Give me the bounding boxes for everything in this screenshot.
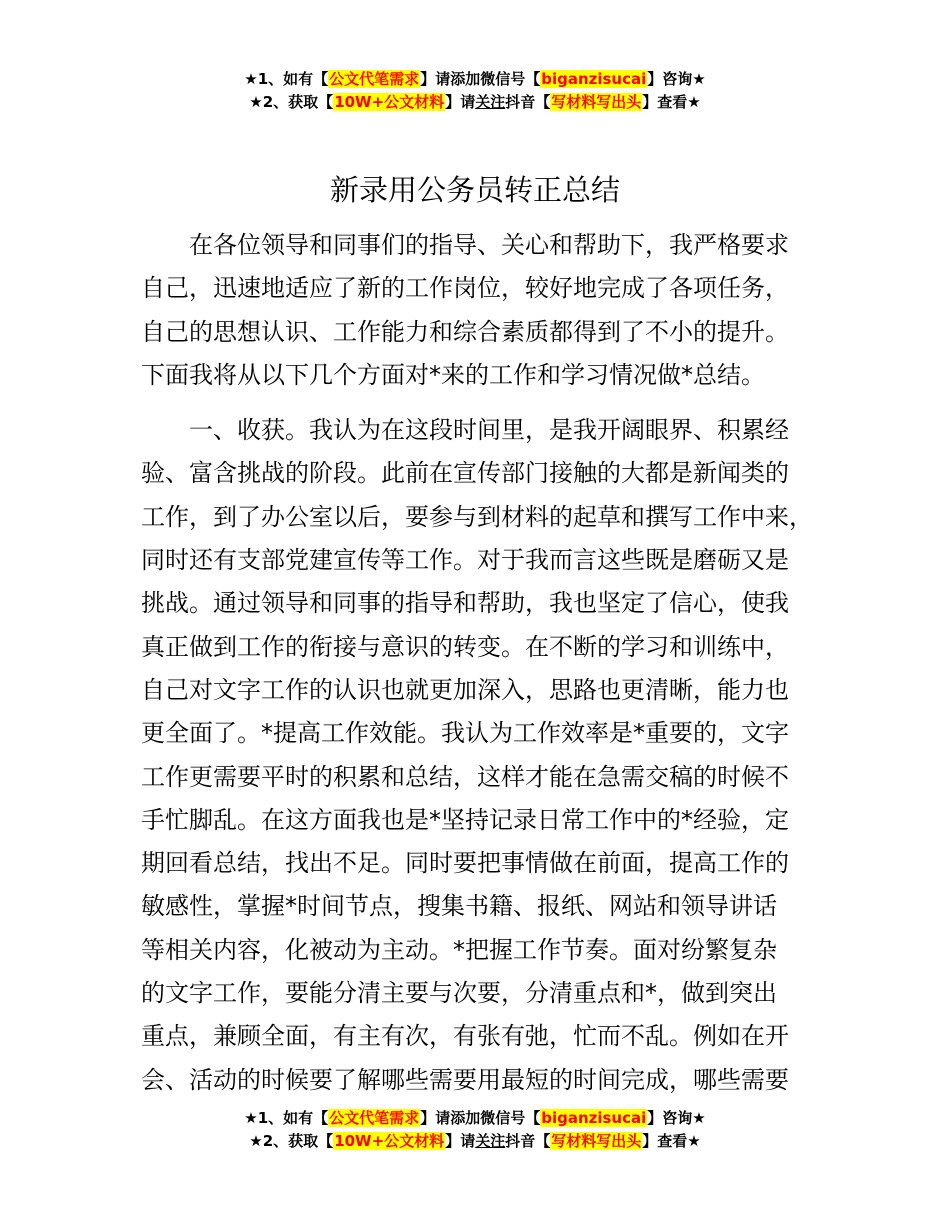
paragraph-line: 敏感性，掌握*时间节点，搜集书籍、报纸、网站和领导讲话	[141, 892, 777, 921]
banner-text: 】查看★	[642, 93, 701, 111]
paragraph-line: 重点，兼顾全面，有主有次，有张有弛，忙而不乱。例如在开	[141, 1022, 789, 1051]
paragraph-line: 工作更需要平时的积累和总结，这样才能在急需交稿的时候不	[141, 762, 789, 791]
banner-text: 】咨询★	[647, 1109, 706, 1127]
paragraph-line: 自己，迅速地适应了新的工作岗位，较好地完成了各项任务，	[141, 274, 789, 303]
header-banner	[0, 68, 950, 114]
banner-text: 】请	[445, 93, 476, 111]
footer-banner	[0, 1107, 950, 1153]
paragraph-line: 在各位领导和同事们的指导、关心和帮助下，我严格要求	[189, 231, 789, 259]
paragraph-line: 同时还有支部党建宣传等工作。对于我而言这些既是磨砺又是	[141, 546, 789, 575]
banner-text: 】请	[445, 1132, 476, 1150]
banner-highlight: 公文代笔需求	[329, 1109, 420, 1127]
banner-text: 抖音【	[505, 1132, 551, 1150]
banner-text: ★1、如有【	[244, 1109, 329, 1127]
banner-text: 】查看★	[642, 1132, 701, 1150]
banner-highlight: 写材料写出头	[551, 1132, 642, 1150]
banner-line-2	[0, 1130, 950, 1153]
banner-line-1	[0, 1107, 950, 1130]
paragraph-line: 验、富含挑战的阶段。此前在宣传部门接触的大都是新闻类的	[141, 459, 789, 488]
banner-text: 】请添加微信号【	[420, 70, 541, 88]
paragraph-2	[141, 409, 831, 1102]
paragraph-line: 更全面了。*提高工作效能。我认为工作效率是*重要的，文字	[141, 719, 789, 748]
banner-highlight: 公文代笔需求	[329, 70, 420, 88]
banner-line-2	[0, 91, 950, 114]
paragraph-line: 真正做到工作的衔接与意识的转变。在不断的学习和训练中，	[141, 632, 789, 661]
document-title: 新录用公务员转正总结	[329, 173, 620, 207]
banner-highlight: 10W+公文材料	[334, 1132, 445, 1150]
paragraph-line: 期回看总结，找出不足。同时要把事情做在前面，提高工作的	[141, 849, 789, 878]
banner-text: ★1、如有【	[244, 70, 329, 88]
banner-underline: 关注	[475, 1132, 506, 1150]
banner-text: ★2、获取【	[249, 93, 334, 111]
paragraph-line: 自己对文字工作的认识也就更加深入，思路也更清晰，能力也	[141, 675, 789, 704]
paragraph-line: 等相关内容，化被动为主动。*把握工作节奏。面对纷繁复杂	[141, 935, 777, 964]
paragraph-line: 会、活动的时候要了解哪些需要用最短的时间完成，哪些需要	[141, 1065, 789, 1094]
banner-underline: 关注	[475, 93, 506, 111]
paragraph-line: 的文字工作，要能分清主要与次要，分清重点和*，做到突出	[141, 979, 777, 1008]
banner-highlight: 写材料写出头	[551, 93, 642, 111]
banner-text: 】咨询★	[647, 70, 706, 88]
paragraph-line: 一、收获。我认为在这段时间里，是我开阔眼界、积累经	[189, 416, 789, 445]
document-body	[141, 224, 831, 1102]
banner-text: ★2、获取【	[249, 1132, 334, 1150]
paragraph-line: 手忙脚乱。在这方面我也是*坚持记录日常工作中的*经验，定	[141, 805, 789, 834]
paragraph-line: 工作，到了办公室以后，要参与到材料的起草和撰写工作中来，	[141, 502, 813, 531]
banner-highlight: 10W+公文材料	[334, 93, 445, 111]
paragraph-line: 挑战。通过领导和同事的指导和帮助，我也坚定了信心，使我	[141, 589, 789, 618]
paragraph-1	[141, 224, 831, 397]
paragraph-line: 自己的思想认识、工作能力和综合素质都得到了不小的提升。	[141, 317, 789, 346]
banner-line-1	[0, 68, 950, 91]
banner-highlight: biganzisucai	[541, 70, 647, 88]
banner-highlight: biganzisucai	[541, 1109, 647, 1127]
banner-text: 抖音【	[505, 93, 551, 111]
banner-text: 】请添加微信号【	[420, 1109, 541, 1127]
paragraph-line: 下面我将从以下几个方面对*来的工作和学习情况做*总结。	[141, 360, 765, 389]
